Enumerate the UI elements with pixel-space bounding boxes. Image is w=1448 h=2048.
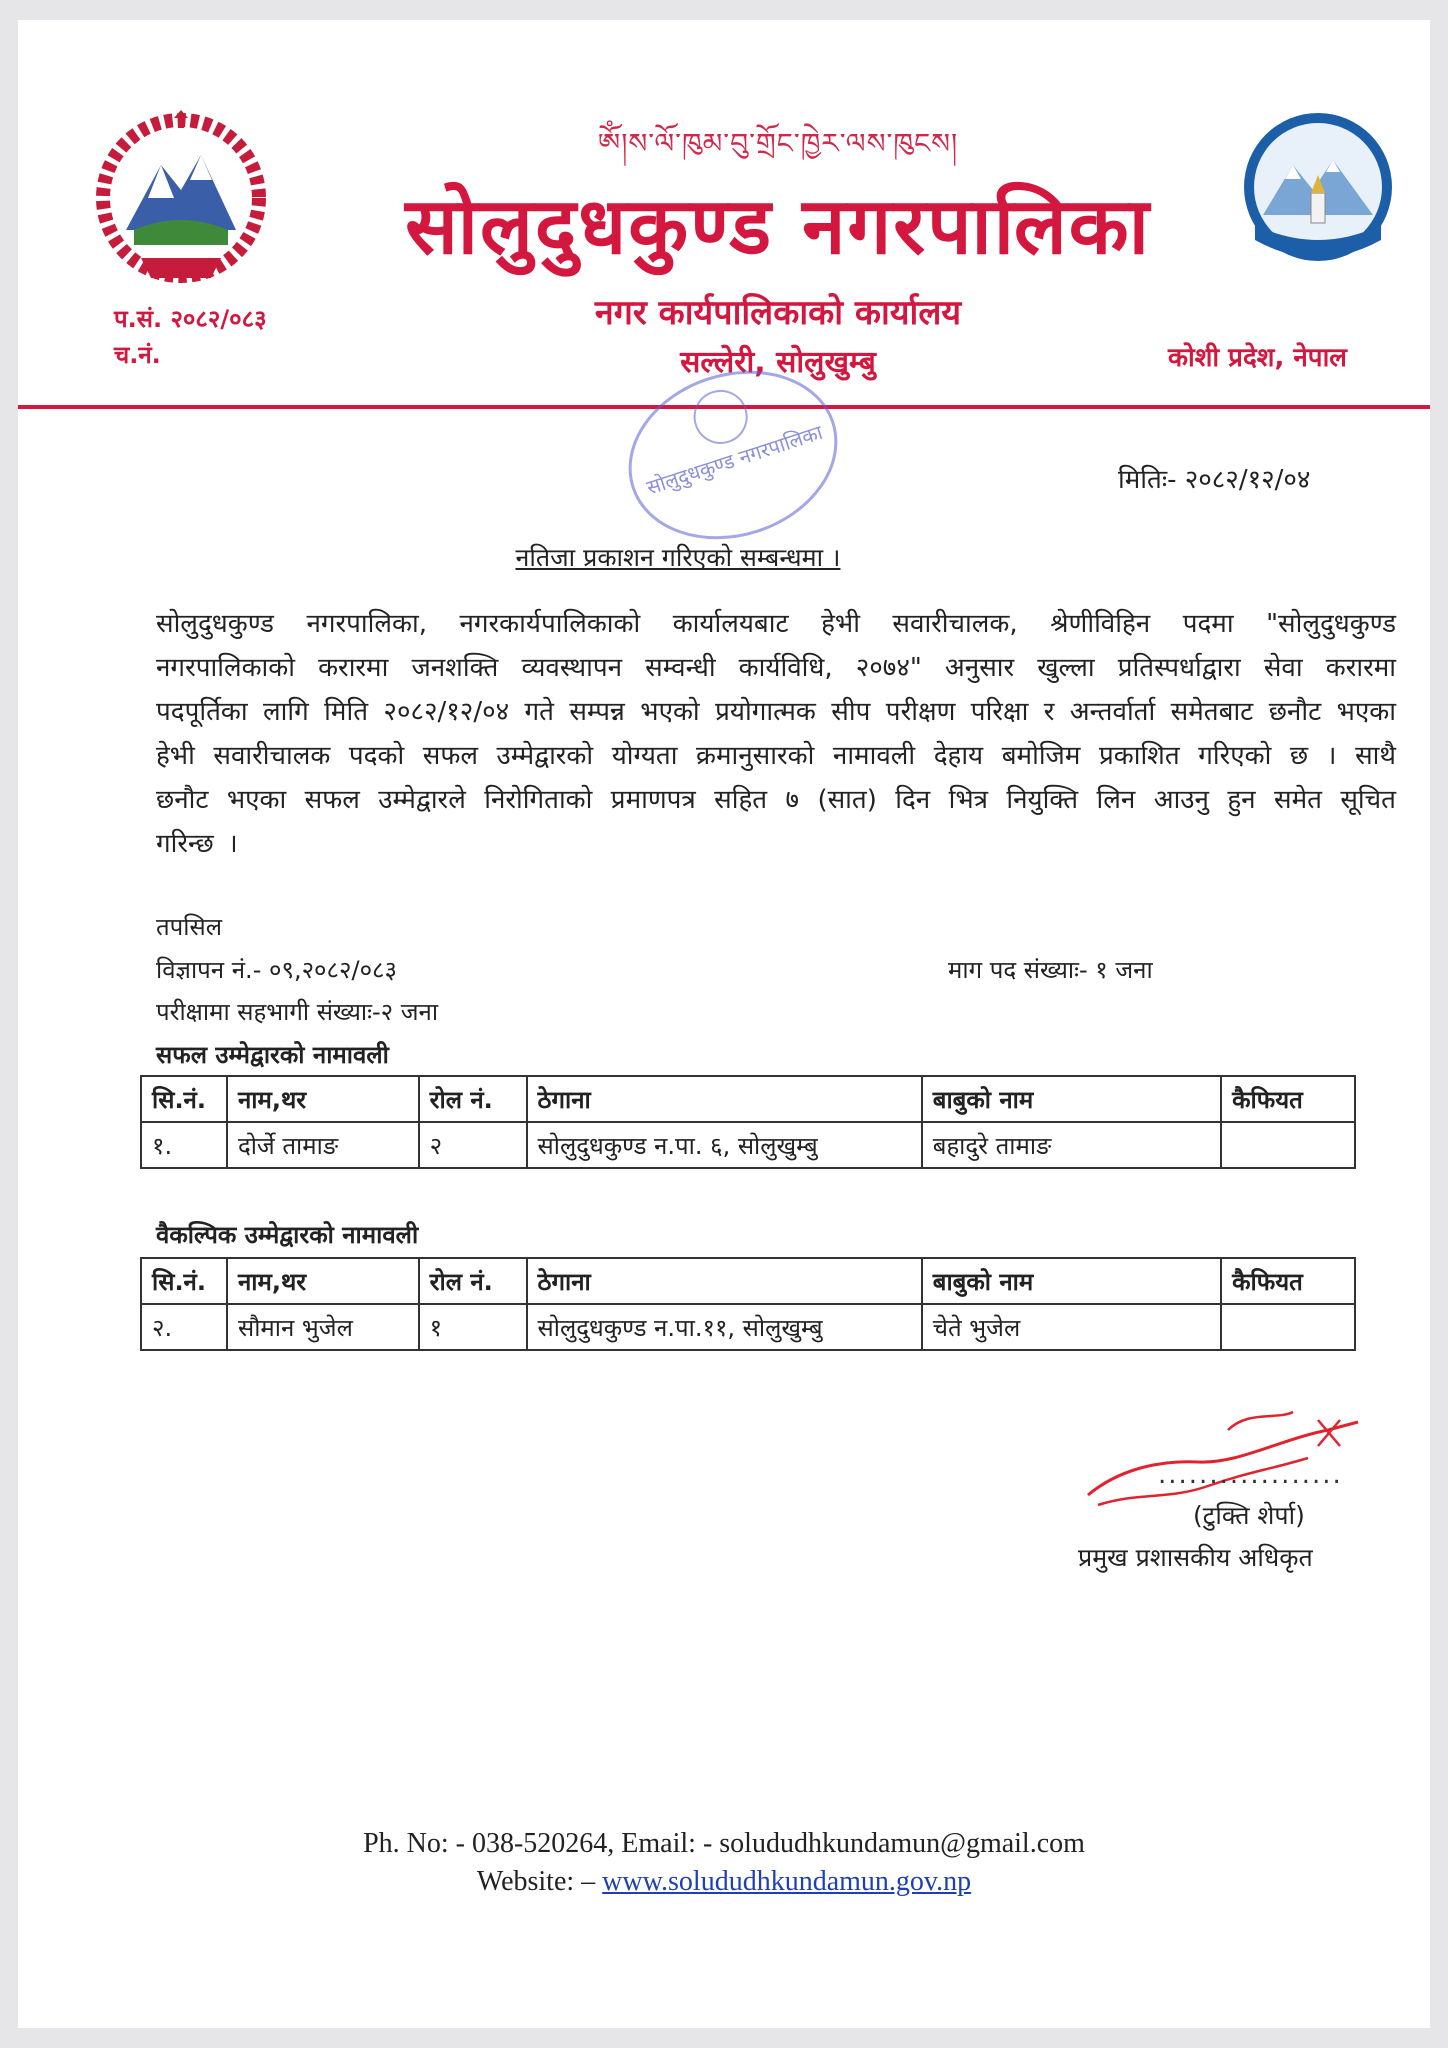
tibetan-header-line: ༀ།ས་ལོ་ཁུམ་བུ་གྲོང་ཁྱེར་ལས་ཁུངས། xyxy=(597,127,959,160)
reference-number: प.सं. २०८२/०८३ xyxy=(114,305,267,333)
issue-date: मितिः- २०८२/१२/०४ xyxy=(1118,465,1311,495)
table-header-row xyxy=(141,1258,1355,1304)
col-address: ठेगाना xyxy=(527,1076,922,1122)
table-row xyxy=(141,1122,1355,1168)
cell-name: सौमान भुजेल xyxy=(227,1304,419,1350)
website-link[interactable]: www.solududhkundamun.gov.np xyxy=(602,1866,972,1897)
col-father: बाबुको नाम xyxy=(922,1258,1221,1304)
municipality-logo-icon xyxy=(1233,105,1403,280)
website-label: Website: – xyxy=(476,1866,596,1897)
cell-name: दोर्जे तामाङ xyxy=(227,1122,419,1168)
cell-father: बहादुरे तामाङ xyxy=(922,1122,1221,1168)
cell-sn: २. xyxy=(141,1304,227,1350)
table-row xyxy=(141,1304,1355,1350)
cell-address: सोलुदुधकुण्ड न.पा.११, सोलुखुम्बु xyxy=(527,1304,922,1350)
col-name: नाम,थर xyxy=(227,1076,419,1122)
footer-contact: Ph. No: - 038-520264, Email: - solududhkundamun@gmail.com xyxy=(363,1828,1085,1859)
col-address: ठेगाना xyxy=(527,1258,922,1304)
province-label: कोशी प्रदेश, नेपाल xyxy=(1168,343,1347,373)
subject-line: नतिजा प्रकाशन गरिएको सम्बन्धमा । xyxy=(515,543,841,572)
signatory-title: प्रमुख प्रशासकीय अधिकृत xyxy=(1078,1543,1313,1572)
cell-address: सोलुदुधकुण्ड न.पा. ६, सोलुखुम्बु xyxy=(527,1122,922,1168)
col-father: बाबुको नाम xyxy=(922,1076,1221,1122)
office-name: नगर कार्यपालिकाको कार्यालय xyxy=(594,293,962,333)
cell-remarks xyxy=(1221,1304,1355,1350)
cell-roll: २ xyxy=(419,1122,527,1168)
cell-father: चेते भुजेल xyxy=(922,1304,1221,1350)
office-address: सल्लेरी, सोलुखुम्बु xyxy=(680,345,876,380)
participants-count: परीक्षामा सहभागी संख्याः-२ जना xyxy=(156,998,439,1026)
advertisement-number: विज्ञापन नं.- ०९,२०८२/०८३ xyxy=(156,956,398,984)
cell-remarks xyxy=(1221,1122,1355,1168)
table-header-row xyxy=(141,1076,1355,1122)
document-page xyxy=(18,20,1430,2028)
col-sn: सि.नं. xyxy=(141,1076,227,1122)
col-name: नाम,थर xyxy=(227,1258,419,1304)
notice-paragraph: सोलुदुधकुण्ड नगरपालिका, नगरकार्यपालिकाको कार्यालयबाट हेभी सवारीचालक, श्रेणीविहिन पदमा "सोलुदुधकुण्ड नगरपालिकाको करारमा जनशक्ति व्यवस्थापन सम्वन्धी कार्यविधि, २०७४" अनुसार खुल्ला प्रतिस्पर्धाद्वारा सेवा करारमा पदपूर्तिका लागि मिति २०८२/१२/०४ गते सम्पन्न भएको प्रयोगात्मक सीप परीक्षण परिक्षा र अन्तर्वार्ता समेतबाट छनौट भएका हेभी सवारीचालक पदको सफल उम्मेद्वारको योग्यता क्रमानुसारको नामावली देहाय बमोजिम प्रकाशित गरिएको छ । साथै छनौट भएका सफल उम्मेद्वारले निरोगिताको प्रमाणपत्र सहित ७ (सात) दिन भित्र नियुक्ति लिन आउनु हुन समेत सूचित गरिन्छ । xyxy=(156,609,1396,859)
signatory-name: (टुक्ति शेर्पा) xyxy=(1193,1501,1305,1530)
footer-website xyxy=(18,1866,1430,1898)
stamp-text: सोलुदुधकुण्ड नगरपालिका xyxy=(643,419,826,500)
col-roll: रोल नं. xyxy=(419,1076,527,1122)
tapasil-label: तपसिल xyxy=(156,913,223,941)
col-remarks: कैफियत xyxy=(1221,1076,1355,1122)
dispatch-number: च.नं. xyxy=(114,341,161,369)
alternate-list-title: वैकल्पिक उम्मेद्वारको नामावली xyxy=(156,1221,419,1249)
successful-candidates-table xyxy=(140,1075,1356,1169)
cell-roll: १ xyxy=(419,1304,527,1350)
signature-line: .................. xyxy=(1158,1460,1343,1490)
successful-list-title: सफल उम्मेद्वारको नामावली xyxy=(156,1041,389,1069)
municipality-title: सोलुदुधकुण्ड नगरपालिका xyxy=(405,182,1151,272)
posts-demanded: माग पद संख्याः- १ जना xyxy=(948,956,1153,984)
cell-sn: १. xyxy=(141,1122,227,1168)
col-sn: सि.नं. xyxy=(141,1258,227,1304)
col-remarks: कैफियत xyxy=(1221,1258,1355,1304)
col-roll: रोल नं. xyxy=(419,1258,527,1304)
office-stamp-icon xyxy=(618,355,848,555)
nepal-emblem-icon xyxy=(86,110,276,290)
alternate-candidates-table xyxy=(140,1257,1356,1351)
